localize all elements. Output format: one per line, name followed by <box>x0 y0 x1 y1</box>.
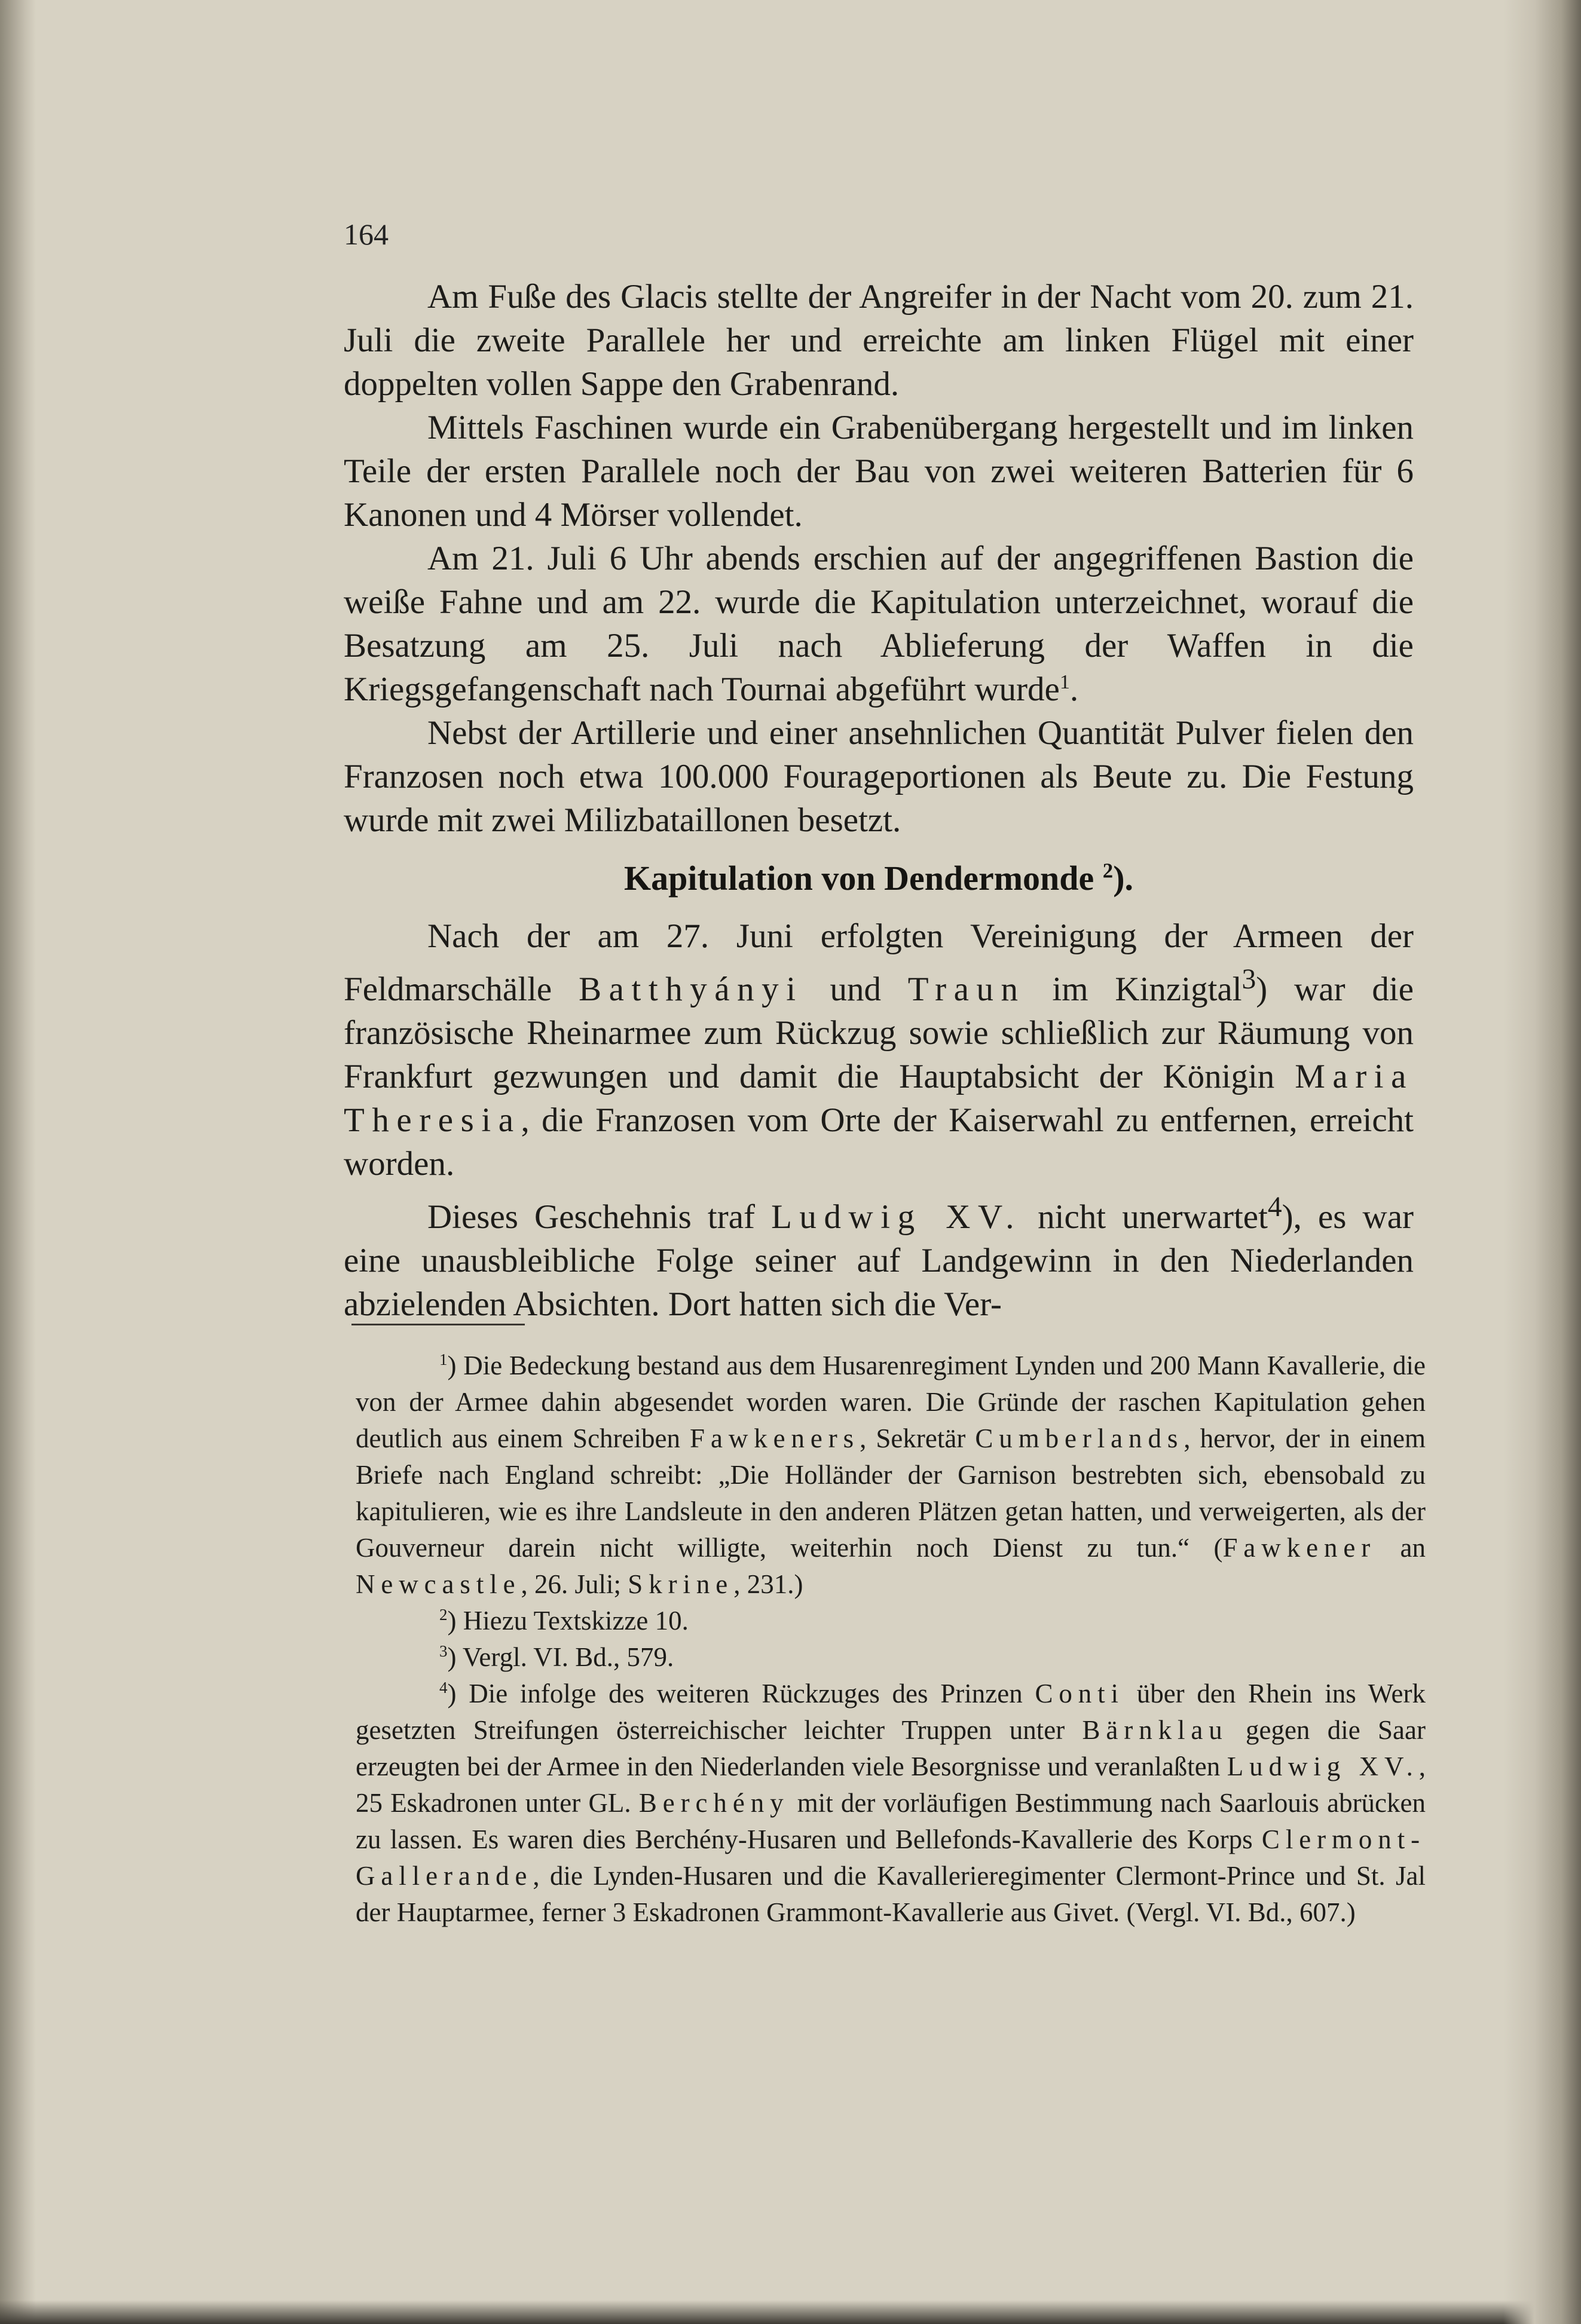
text-run: ) Hiezu Textskizze 10. <box>447 1606 689 1636</box>
text-run: ) Die infolge des weiteren Rückzuges des Prinzen <box>447 1679 1023 1708</box>
section-title: Kapitulation von Dendermonde <box>623 859 1094 898</box>
footnote-ref-1: 1 <box>1059 671 1070 693</box>
footnote-marker: 2 <box>439 1606 448 1624</box>
person-name: Clermont-Gallerande <box>356 1824 1426 1891</box>
text-run: ) Die Bedeckung bestand aus dem Husarenregiment Lynden und 200 Mann Kavallerie, die von der Armee dahin abgesendet worden waren. Die Gründe der raschen Kapitulation gehen deutlich aus einem Schreiben <box>356 1351 1426 1453</box>
text-run: und <box>830 970 881 1008</box>
person-name: Fawkener <box>1222 1533 1377 1563</box>
text-run: Nach der am 27. Juni erfolgten Vereinigung der Armeen der Feldmarschälle <box>344 917 1414 1008</box>
text-run: gegen die Saar erzeugten bei der Armee in den Niederlanden viele Besorgnisse und veranlaßten <box>356 1715 1426 1781</box>
person-name: Conti <box>1035 1679 1124 1708</box>
person-name: Ludwig XV. <box>771 1198 1022 1236</box>
text-run: mit der vorläufigen Bestimmung nach Saarlouis abrücken zu lassen. Es waren dies Berchény-Husaren und Bellefonds-Kavallerie des Korps <box>356 1788 1426 1854</box>
text-run: , 231.) <box>733 1569 803 1599</box>
text-run: über den Rhein ins Werk gesetzten Streifungen österreichischer leichter Truppen unter <box>356 1679 1426 1745</box>
paragraph-faschinen-text: Mittels Faschinen wurde ein Grabenübergang hergestellt und im linken Teile der ersten Parallele noch der Bau von zwei weiteren Batterien für 6 Kanonen und 4 Mörser vollendet. <box>344 409 1414 534</box>
footnote-marker: 4 <box>439 1679 448 1697</box>
page-number: 164 <box>344 218 389 251</box>
paragraph-kapitulation-text: Am 21. Juli 6 Uhr abends erschien auf der angegriffenen Bastion die weiße Fahne und am 22. wurde die Kapitulation unterzeichnet, worauf die Besatzung am 25. Juli nach Ablieferung der Waffen in die Kriegsgefangenschaft nach Tournai abgeführt wurde <box>344 540 1414 708</box>
text-run: ), es war eine unausbleibliche Folge seiner auf Landgewinn in den Niederlanden abzielenden Absichten. Dort hatten sich die Ver- <box>344 1198 1414 1323</box>
paragraph-glacis <box>344 275 1414 406</box>
person-name: Traun <box>907 970 1026 1008</box>
footnotes <box>356 1348 1426 1931</box>
person-name: Ludwig XV. <box>1227 1752 1419 1781</box>
person-name: Fawkeners <box>690 1423 860 1453</box>
footnote-marker: 3 <box>439 1642 448 1660</box>
section-title-tail: ). <box>1113 859 1134 898</box>
text-run: , hervor, der in einem Briefe nach England schreibt: „Die Holländer der Garnison bestrebten sich, ebensobald zu kapitulieren, wie es ihre Landsleute in den anderen Plätzen getan hatten, und verweigerten, als der Gouverneur darein nicht willigte, weiterhin noch Dienst zu tun.“ ( <box>356 1423 1426 1563</box>
footnote-ref-4: 4 <box>1267 1192 1282 1223</box>
footnote-marker: 1 <box>439 1351 448 1368</box>
footnote-1 <box>356 1348 1426 1603</box>
footnote-3 <box>356 1639 1426 1676</box>
paragraph-artillerie <box>344 711 1414 842</box>
page-bottom-shadow <box>0 2300 1581 2324</box>
paragraph-faschinen <box>344 406 1414 537</box>
person-name: Skrine <box>628 1569 734 1599</box>
paragraph-kapitulation <box>344 537 1414 711</box>
text-run: nicht unerwartet <box>1038 1198 1268 1236</box>
person-name: Berchény <box>638 1788 790 1818</box>
section-heading <box>344 855 1414 902</box>
paragraph-kapitulation-tail: . <box>1069 670 1079 708</box>
footnote-divider <box>351 1324 525 1325</box>
text-run: , Sekretär <box>860 1423 966 1453</box>
person-name: Batthyányi <box>579 970 803 1008</box>
text-run: , die Franzosen vom Orte der Kaiserwahl zu entfernen, erreicht worden. <box>344 1101 1414 1183</box>
text-run: , die Lynden-Husaren und die Kavallerieregimenter Clermont-Prince und St. Jal der Hauptarmee, ferner 3 Eskadronen Grammont-Kavallerie aus Givet. (Vergl. VI. Bd., 607.) <box>356 1861 1426 1927</box>
paragraph-glacis-text: Am Fuße des Glacis stellte der Angreifer in der Nacht vom 20. zum 21. Juli die zweite Parallele her und erreichte am linken Flügel mit einer doppelten vollen Sappe den Grabenrand. <box>344 278 1414 403</box>
person-name: Bärnklau <box>1082 1715 1228 1745</box>
person-name: Cumberlands <box>975 1423 1184 1453</box>
text-run: Dieses Geschehnis traf <box>427 1198 755 1236</box>
footnote-ref-2: 2 <box>1102 859 1114 883</box>
paragraph-ludwig <box>344 1186 1414 1326</box>
footnote-ref-3: 3 <box>1241 964 1256 995</box>
paragraph-artillerie-text: Nebst der Artillerie und einer ansehnlichen Quantität Pulver fielen den Franzosen noch etwa 100.000 Fourageportionen als Beute zu. Die Festung wurde mit zwei Milizbataillonen besetzt. <box>344 714 1414 839</box>
body-text-top <box>344 275 1414 842</box>
person-name: Maria Theresia <box>344 1058 1414 1139</box>
footnote-2 <box>356 1603 1426 1639</box>
text-run: ) Vergl. VI. Bd., 579. <box>447 1642 674 1672</box>
text-run: im Kinzigtal <box>1052 970 1242 1008</box>
person-name: Newcastle <box>356 1569 521 1599</box>
text-run: , 25 Eskadronen unter GL. <box>356 1752 1426 1818</box>
footnote-4 <box>356 1676 1426 1931</box>
text-run: ) war die französische Rheinarmee zum Rückzug sowie schließlich zur Räumung von Frankfurt gezwungen und damit die Hauptabsicht der Königin <box>344 970 1414 1095</box>
text-run: , 26. Juli; <box>521 1569 622 1599</box>
paragraph-kaiserwahl <box>344 914 1414 1186</box>
body-text-section <box>344 914 1414 1326</box>
text-run: an <box>1400 1533 1426 1563</box>
